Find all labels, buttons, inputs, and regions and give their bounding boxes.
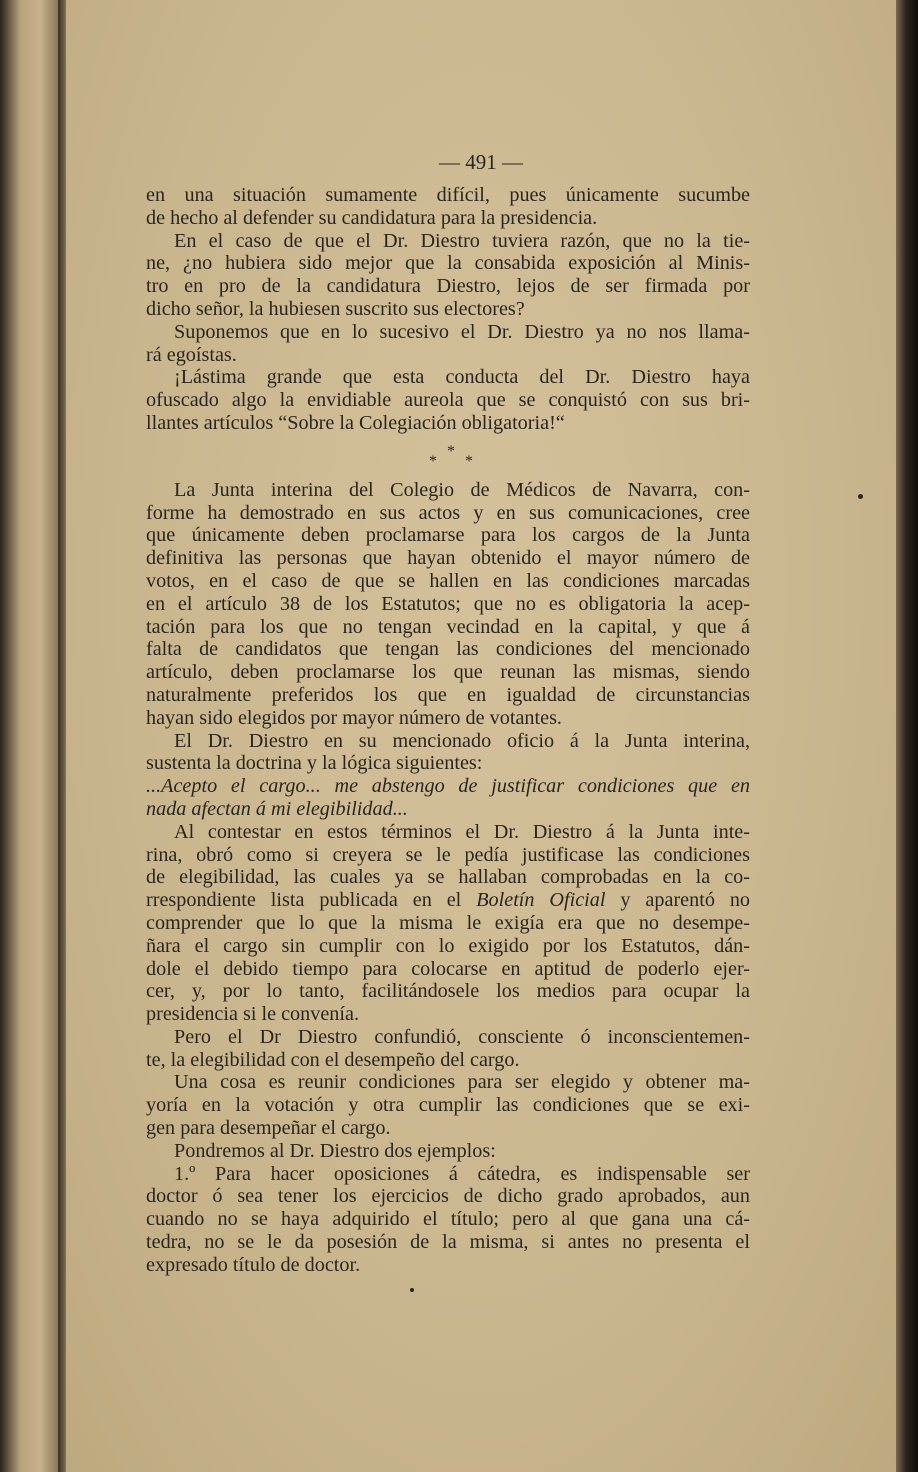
text-line: votos, en el caso de que se hallen en las condiciones marcadas bbox=[146, 569, 750, 592]
text-line: ne, ¿no hubiera sido mejor que la consabida exposición al Minis- bbox=[146, 252, 750, 275]
page-body bbox=[146, 184, 750, 1277]
ink-speck bbox=[410, 1288, 414, 1292]
text-line: tación para los que no tengan vecindad en la capital, y que á bbox=[146, 615, 750, 638]
text-fragment: y aparentó no bbox=[620, 889, 751, 912]
text-fragment: rrespondiente lista publicada en el bbox=[146, 889, 462, 912]
text-line: cuando no se haya adquirido el título; pero al que gana una cá- bbox=[146, 1208, 750, 1231]
text-line: falta de candidatos que tengan las condiciones del mencionado bbox=[146, 638, 750, 661]
text-line: Pero el Dr Diestro confundió, consciente ó inconscientemen- bbox=[174, 1025, 750, 1048]
text-line: tedra, no se le da posesión de la misma, si antes no presenta el bbox=[146, 1231, 750, 1254]
text-line bbox=[146, 889, 750, 912]
text-line: Suponemos que en lo sucesivo el Dr. Diestro ya no nos llama- bbox=[174, 320, 750, 343]
text-line: El Dr. Diestro en su mencionado oficio á la Junta interina, bbox=[174, 729, 750, 752]
text-line: llantes artículos “Sobre la Colegiación obligatoria!“ bbox=[146, 411, 565, 434]
text-line: artículo, deben proclamarse los que reunan las mismas, siendo bbox=[146, 661, 750, 684]
text-line: Pondremos al Dr. Diestro dos ejemplos: bbox=[174, 1139, 496, 1162]
text-line: comprender que lo que la misma le exigía era que no desempe- bbox=[146, 911, 750, 934]
asterism-separator bbox=[146, 435, 750, 479]
text-line: sustenta la doctrina y la lógica siguientes: bbox=[146, 752, 483, 775]
text-line: En el caso de que el Dr. Diestro tuviera razón, que no la tie- bbox=[174, 229, 750, 252]
text-line: 1.º Para hacer oposiciones á cátedra, es indispensable ser bbox=[174, 1162, 750, 1185]
text-line: te, la elegibilidad con el desempeño del cargo. bbox=[146, 1048, 520, 1071]
text-line: hayan sido elegidos por mayor número de votantes. bbox=[146, 706, 562, 729]
text-line: presidencia si le convenía. bbox=[146, 1003, 360, 1026]
book-cover-edge bbox=[896, 0, 918, 1472]
text-line: forme ha demostrado en sus actos y en sus comunicaciones, cree bbox=[146, 501, 750, 524]
italic-title: Boletín Oficial bbox=[476, 889, 606, 912]
text-line: tro en pro de la candidatura Diestro, lejos de ser firmada por bbox=[146, 275, 750, 298]
text-line: gen para desempeñar el cargo. bbox=[146, 1117, 391, 1140]
text-line: yoría en la votación y otra cumplir las condiciones que se exi- bbox=[146, 1094, 750, 1117]
text-line: que únicamente deben proclamarse para los cargos de la Junta bbox=[146, 524, 750, 547]
text-line: Una cosa es reunir condiciones para ser elegido y obtener ma- bbox=[174, 1071, 750, 1094]
text-line: de elegibilidad, las cuales ya se hallaban comprobadas en la co- bbox=[146, 866, 750, 889]
asterism-star: * bbox=[447, 442, 455, 460]
text-line: ñara el cargo sin cumplir con lo exigido por los Estatutos, dán- bbox=[146, 934, 750, 957]
quoted-text-line: ...Acepto el cargo... me abstengo de justificar condiciones que en bbox=[146, 775, 750, 798]
text-line: Al contestar en estos términos el Dr. Diestro á la Junta inte- bbox=[174, 820, 750, 843]
text-line: rá egoístas. bbox=[146, 343, 237, 366]
text-line: definitiva las personas que hayan obtenido el mayor número de bbox=[146, 547, 750, 570]
text-line: dicho señor, la hubiesen suscrito sus electores? bbox=[146, 297, 525, 320]
text-line: doctor ó sea tener los ejercicios de dicho grado aprobados, aun bbox=[146, 1185, 750, 1208]
text-line: rina, obró como si creyera se le pedía justificase las condiciones bbox=[146, 843, 750, 866]
previous-page-edge bbox=[0, 0, 58, 1472]
quoted-text-line: nada afectan á mi elegibilidad... bbox=[146, 797, 408, 820]
text-line: expresado título de doctor. bbox=[146, 1253, 361, 1276]
text-line: La Junta interina del Colegio de Médicos de Navarra, con- bbox=[174, 478, 750, 501]
text-line: en una situación sumamente difícil, pues únicamente sucumbe bbox=[146, 184, 750, 206]
text-line: ¡Lástima grande que esta conducta del Dr. Diestro haya bbox=[174, 366, 750, 389]
ink-speck bbox=[858, 494, 863, 499]
text-line: cer, y, por lo tanto, facilitándosele los medios para ocupar la bbox=[146, 980, 750, 1003]
text-line: de hecho al defender su candidatura para la presidencia. bbox=[146, 206, 598, 229]
page-number: — 491 — bbox=[439, 150, 523, 174]
text-line: ofuscado algo la envidiable aureola que se conquistó con sus bri- bbox=[146, 389, 750, 412]
text-line: en el artículo 38 de los Estatutos; que no es obligatoria la acep- bbox=[146, 592, 750, 615]
text-line: dole el debido tiempo para colocarse en aptitud de poderlo ejer- bbox=[146, 957, 750, 980]
asterism-star: * bbox=[465, 452, 473, 470]
text-line: naturalmente preferidos los que en igualdad de circunstancias bbox=[146, 683, 750, 706]
asterism-star: * bbox=[429, 452, 437, 470]
